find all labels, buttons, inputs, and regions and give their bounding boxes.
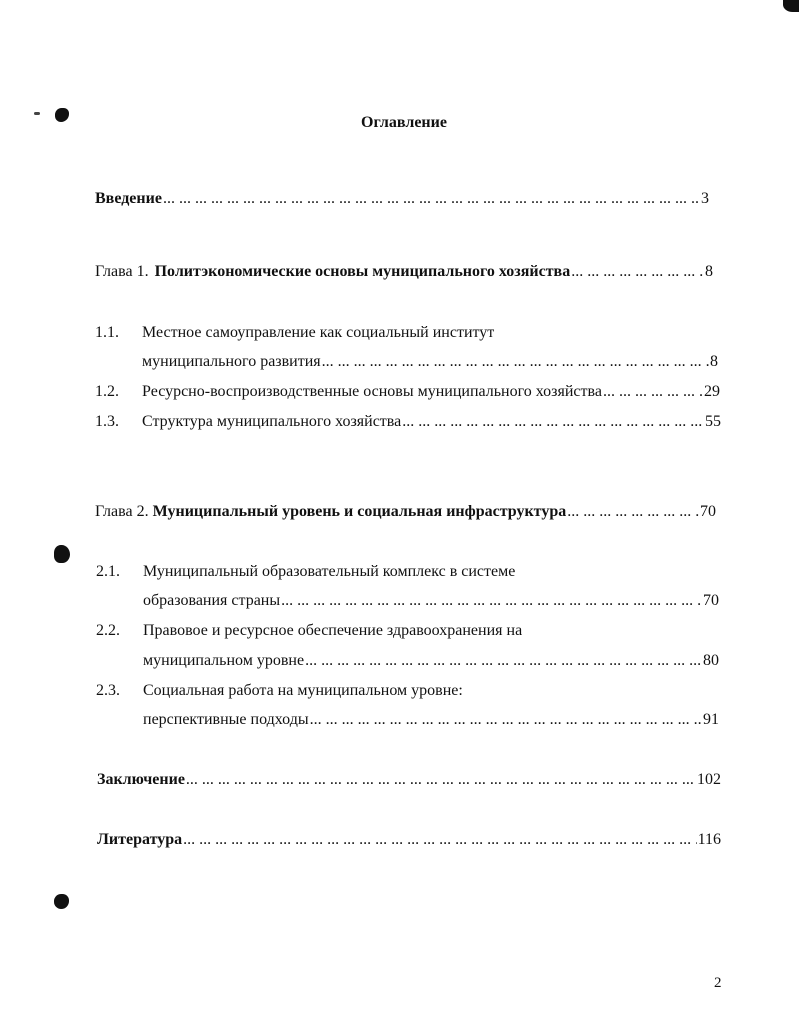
scan-corner-mark — [783, 0, 799, 12]
toc-section-2-2 — [143, 650, 719, 672]
toc-entry-label: Литература — [97, 831, 183, 848]
dot-leader — [305, 650, 702, 672]
section-number: 2.3. — [96, 682, 120, 699]
toc-page-number: 8 — [710, 353, 718, 370]
dot-leader — [571, 261, 704, 283]
section-title: Правовое и ресурсное обеспечение здравоохранения на — [143, 622, 523, 639]
dot-leader — [310, 709, 702, 731]
section-title: Муниципальный образовательный комплекс в системе — [143, 563, 516, 580]
section-title-cont: перспективные подходы — [143, 711, 309, 728]
toc-chapter-1 — [95, 261, 713, 283]
section-number: 1.2. — [95, 383, 119, 400]
dot-leader — [603, 381, 703, 403]
toc-page-number: 91 — [703, 711, 719, 728]
toc-section-1-3 — [142, 411, 721, 433]
toc-page-number: 80 — [703, 652, 719, 669]
chapter-prefix: Глава 2. — [95, 503, 149, 520]
toc-section-1-1 — [142, 351, 718, 373]
toc-page-number: 29 — [704, 383, 720, 400]
toc-page-number: 102 — [697, 771, 721, 788]
section-title: Ресурсно-воспроизводственные основы муниципального хозяйства — [142, 383, 602, 400]
dot-leader — [402, 411, 704, 433]
toc-entry-label: Введение — [95, 190, 162, 207]
toc-page-number: 8 — [705, 263, 713, 280]
toc-entry-label: Заключение — [97, 771, 185, 788]
dot-leader — [183, 829, 696, 851]
toc-entry-intro — [95, 188, 709, 210]
section-title-cont: муниципальном уровне — [143, 652, 305, 669]
toc-page-number: 70 — [700, 503, 716, 520]
dot-leader — [281, 590, 702, 612]
page-number: 2 — [714, 975, 722, 991]
chapter-prefix: Глава 1. — [95, 263, 149, 280]
dot-leader — [322, 351, 709, 373]
section-title: Структура муниципального хозяйства — [142, 413, 402, 430]
dot-leader — [186, 769, 696, 791]
section-number: 2.1. — [96, 563, 120, 580]
chapter-title: Муниципальный уровень и социальная инфраструктура — [152, 503, 567, 520]
dot-leader — [567, 501, 699, 523]
toc-page-number: 3 — [701, 190, 709, 207]
dot-leader — [163, 188, 700, 210]
section-title: Местное самоуправление как социальный институт — [142, 324, 495, 341]
toc-page-number: 55 — [705, 413, 721, 430]
toc-title: Оглавление — [361, 114, 447, 131]
toc-page-number: 116 — [697, 831, 721, 848]
section-number: 2.2. — [96, 622, 120, 639]
toc-page-number: 70 — [703, 592, 719, 609]
toc-entry-conclusion — [97, 769, 721, 791]
toc-section-2-3 — [143, 709, 719, 731]
scan-speck — [34, 112, 40, 115]
punch-hole-mark — [54, 894, 69, 909]
section-title-cont: образования страны — [143, 592, 281, 609]
section-title-cont: муниципального развития — [142, 353, 321, 370]
chapter-title: Политэкономические основы муниципального хозяйства — [154, 263, 571, 280]
section-number: 1.1. — [95, 324, 119, 341]
toc-section-1-2 — [142, 381, 720, 403]
punch-hole-mark — [54, 545, 70, 563]
toc-section-2-1 — [143, 590, 719, 612]
section-title: Социальная работа на муниципальном уровне: — [143, 682, 463, 699]
toc-chapter-2 — [95, 501, 716, 523]
section-number: 1.3. — [95, 413, 119, 430]
toc-entry-literature — [97, 829, 721, 851]
